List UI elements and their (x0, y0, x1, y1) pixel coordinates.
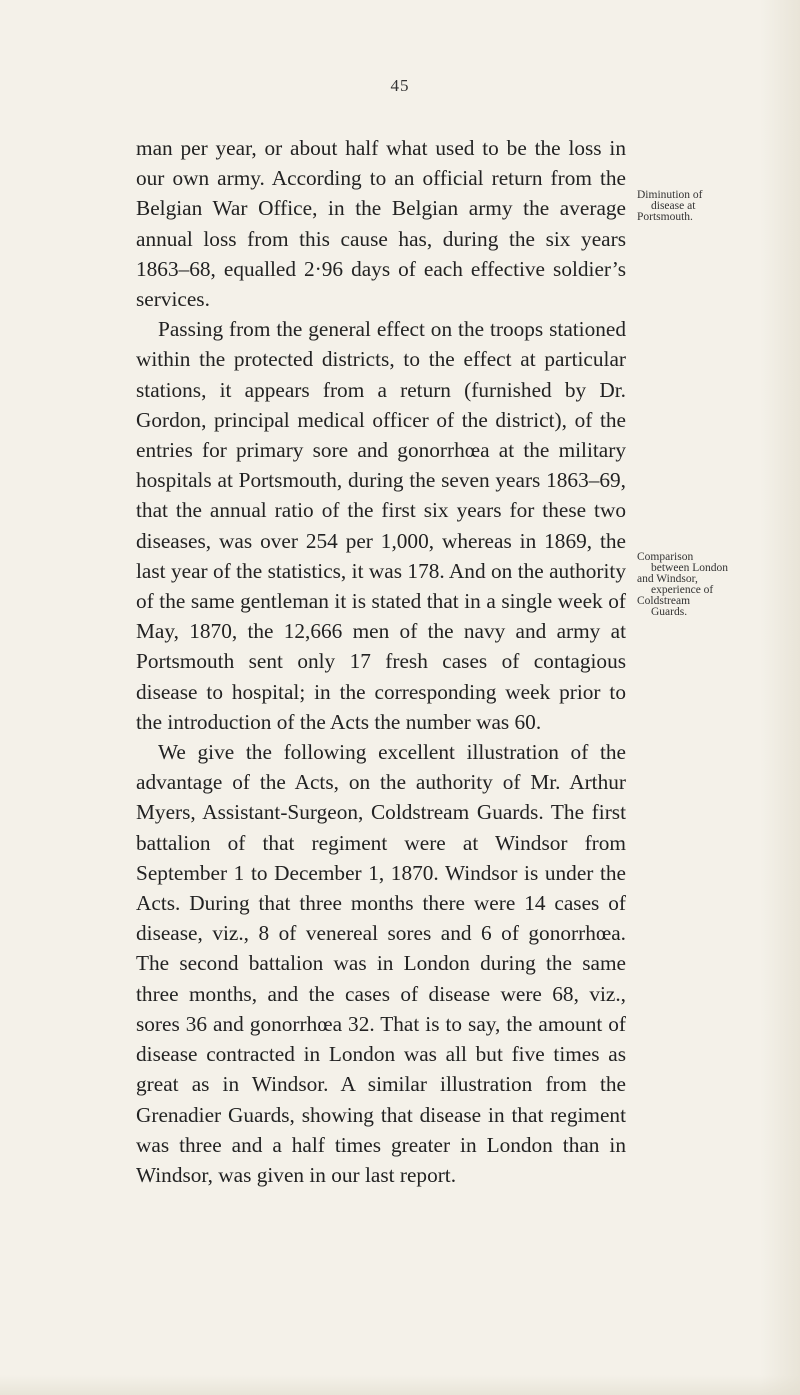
page-edge-shadow (760, 0, 800, 1395)
sidenote-line: Comparison (637, 551, 694, 563)
page-bottom-shadow (0, 1375, 800, 1395)
sidenote-line: Portsmouth. (637, 211, 693, 223)
sidenote-line: between London (651, 562, 728, 574)
paragraph-portsmouth: Passing from the general effect on the troops stationed within the protected districts, to the effect at particular stations, it appears from a return (furnished by Dr. Gordon, principal medical officer of the district), of the entries for primary sore and gonorrhœa at the military hospitals at Portsmouth, during the seven years 1863–69, that the annual ratio of the first six years for these two diseases, was over 254 per 1,000, whereas in 1869, the last year of the statistics, it was 178. And on the authority of the same gentleman it is stated that in a single week of May, 1870, the 12,666 men of the navy and army at Portsmouth sent only 17 fresh cases of contagious disease to hospital; in the corresponding week prior to the introduction of the Acts the number was 60. (136, 317, 626, 734)
sidenote-line: and Windsor, (637, 573, 698, 585)
paragraph-windsor-london: We give the following excellent illustration of the advantage of the Acts, on the authority of Mr. Arthur Myers, Assistant-Surgeon, Coldstream Guards. The first battalion of that regiment were at Windsor from September 1 to December 1, 1870. Windsor is under the Acts. During that three months there were 14 cases of disease, viz., 8 of venereal sores and 6 of gonorrhœa. The second battalion was in London during the same three months, and the cases of disease were 68, viz., sores 36 and gonorrhœa 32. That is to say, the amount of disease contracted in London was all but five times as great as in Windsor. A similar illustration from the Grenadier Guards, showing that disease in that regiment was three and a half times greater in London than in Windsor, was given in our last report. (136, 740, 626, 1187)
sidenote-line: experience of (651, 584, 714, 596)
body-text (136, 133, 626, 1190)
sidenote-line: Guards. (651, 606, 688, 618)
sidenote-line: Diminution of (637, 189, 703, 201)
sidenote-line: disease at (651, 200, 696, 212)
sidenote-line: Coldstream (637, 595, 691, 607)
page-number: 45 (390, 76, 410, 95)
paragraph-belgian-army: man per year, or about half what used to be the loss in our own army. According to an official return from the Belgian War Office, in the Belgian army the average annual loss from this cause has, during the six years 1863–68, equalled 2·96 days of each effective soldier’s services. (136, 136, 626, 312)
